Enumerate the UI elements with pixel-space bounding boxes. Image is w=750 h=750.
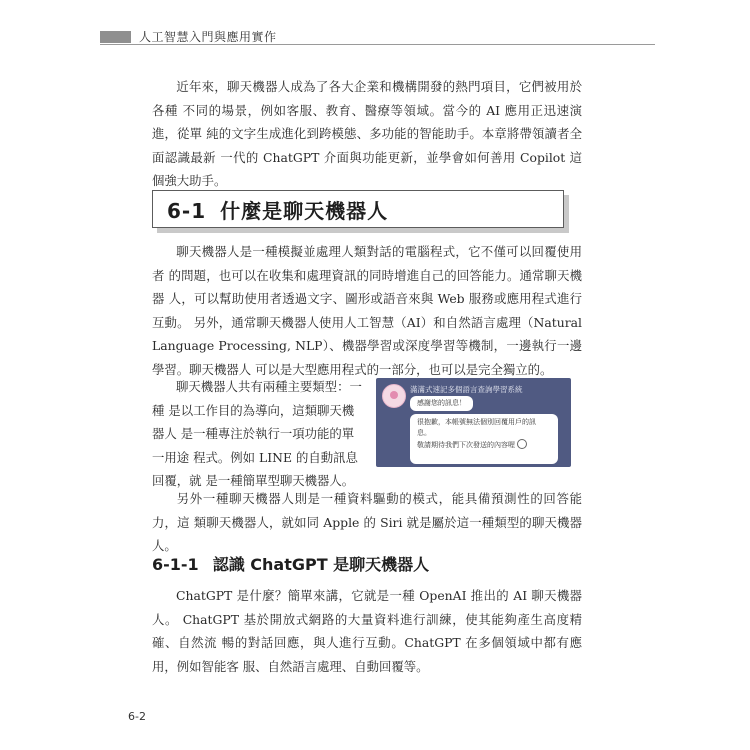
page-number: 6-2 (128, 710, 146, 723)
definition-line: Processing, NLP）、機器學習或深度學習等機制，一邊執行一邊學習。聊天機器人 (152, 338, 582, 377)
intro-line: 純的文字生成進化到跨模態、多功能的智能助手。本章將帶領讀者全面認識最新 (152, 126, 583, 165)
section-heading-box (152, 190, 564, 228)
section-number: 6-1 (167, 199, 207, 223)
running-header-title: 人工智慧入門與應用實作 (139, 30, 277, 44)
paragraph-chatgpt (152, 584, 582, 678)
bot-avatar-icon (382, 384, 406, 408)
types-line: 是一種簡單型聊天機器人。 (205, 473, 355, 488)
definition-line: 人，可以幫助使用者透過文字、圖形或語音來與 Web 服務或應用程式進行互動。 (152, 291, 582, 330)
chatgpt-line: ChatGPT 基於開放式網路的大量資料進行訓練，使其能夠產生高度精確、自然流 (152, 611, 583, 650)
definition-line: 可以是大型應用程式的一部分，也可以是完全獨立的。 (255, 361, 553, 377)
intro-line: 一代的 ChatGPT 介面與功能更新，並學會如何善用 Copilot 這個強大助手。 (152, 149, 582, 188)
paragraph-types (152, 375, 362, 493)
emoji-icon (517, 439, 527, 449)
data-driven-line: 類聊天機器人，就如同 Apple 的 Siri 就是屬於這一種類型的聊天機器人。 (152, 514, 582, 553)
subsection-title-text: 認識 ChatGPT 是聊天機器人 (212, 555, 430, 574)
subsection-number: 6-1-1 (152, 555, 199, 574)
definition-line: 的問題，也可以在收集和處理資訊的同時增進自己的回答能力。通常聊天機器 (152, 267, 583, 306)
types-line: 是一種專注於執行一項功能的單一用途 (152, 426, 355, 465)
types-line: 聊天機器人共有兩種主要類型：一種 (152, 379, 362, 418)
subsection-heading (152, 552, 429, 575)
line-chat-screenshot (376, 378, 571, 467)
intro-line: 近年來，聊天機器人成為了各大企業和機構開發的熱門項目，它們被用於各種 (152, 79, 582, 118)
definition-line: 聊天機器人是一種模擬並處理人類對話的電腦程式，它不僅可以回覆使用者 (152, 244, 582, 283)
header-bar (100, 31, 131, 43)
data-driven-line: 另外一種聊天機器人則是一種資料驅動的模式，能具備預測性的回答能力，這 (152, 491, 582, 530)
section-heading (167, 195, 388, 224)
chatgpt-line: ChatGPT 是什麼？簡單來講，它就是一種 OpenAI 推出的 AI 聊天機器人。 (152, 588, 582, 627)
chatgpt-line: 服、自然語言處理、自動回覆等。 (242, 658, 429, 674)
definition-line: 另外，通常聊天機器人使用人工智慧（AI）和自然語言處理（Natural Language (152, 314, 583, 353)
types-line: 是以工作目的為導向，這類聊天機器人 (152, 402, 355, 441)
chat-reply-line: 很抱歉，本帳號無法個別回覆用戶的訊 (417, 418, 536, 426)
chat-bubble-thanks: 感謝您的訊息！ (410, 396, 473, 411)
chatgpt-line: 暢的對話回應，與人進行互動。ChatGPT 在多個領域中都有應用，例如智能客 (152, 635, 582, 674)
chat-reply-line: 息。 (417, 429, 431, 437)
chat-reply-footer: 敬請期待我們下次發送的內容喔 (417, 439, 551, 451)
intro-line: 不同的場景，例如客服、教育、醫療等領域。當今的 AI 應用正迅速演進，從單 (152, 102, 582, 141)
section-title-text: 什麼是聊天機器人 (220, 199, 389, 223)
chat-sender-name: 滿滿式速記多個語言查詢學習系統 (410, 385, 523, 394)
intro-paragraph (152, 75, 582, 193)
chat-bubble-reply (410, 414, 558, 464)
types-line: 程式。例如 LINE 的自動訊息回覆，就 (152, 449, 358, 488)
paragraph-definition (152, 240, 582, 381)
paragraph-data-driven (152, 487, 582, 558)
